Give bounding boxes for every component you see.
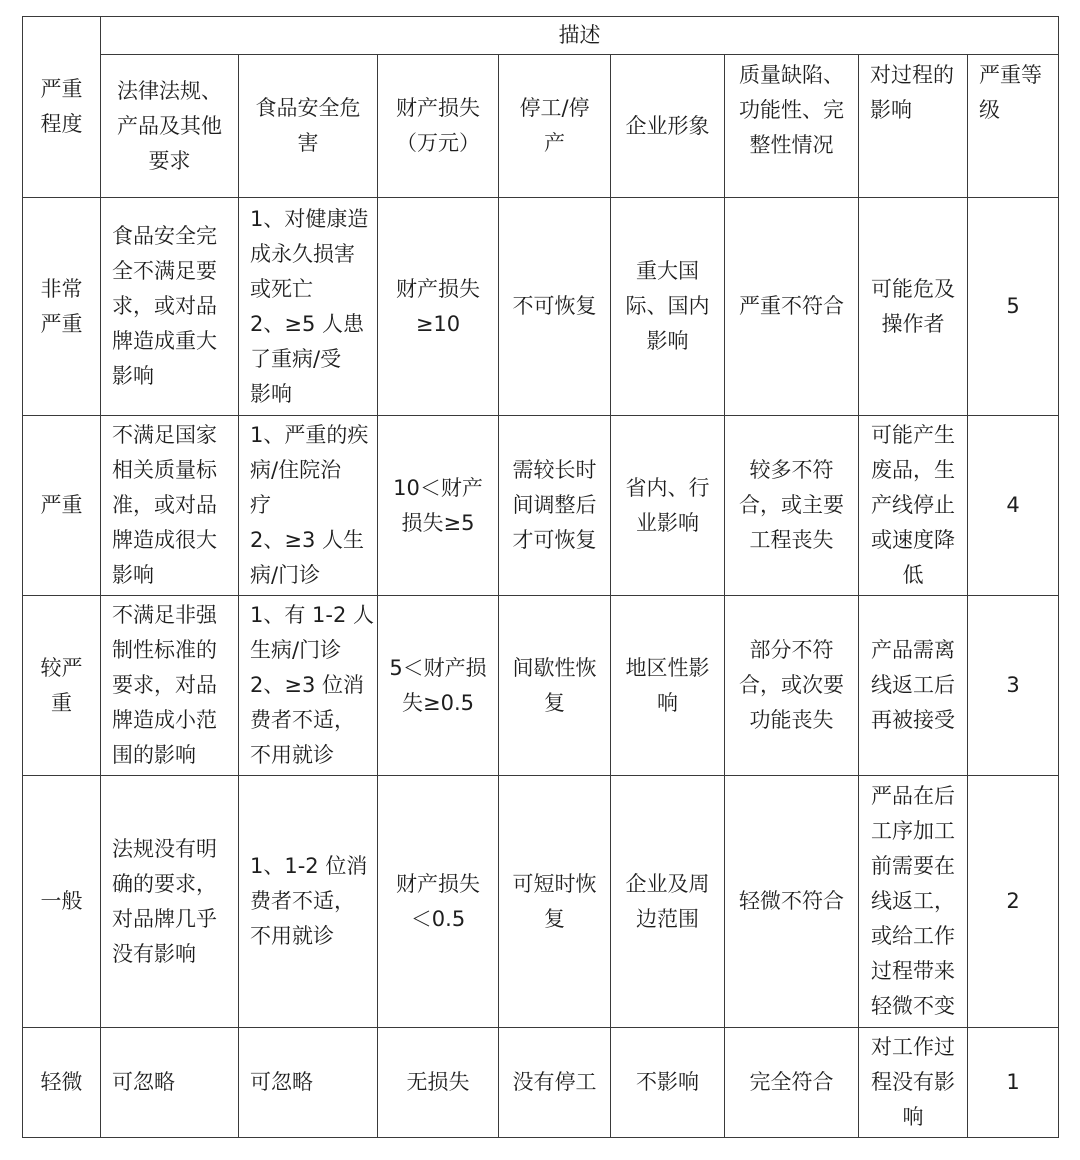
property-loss-cell: 5＜财产损 失≥0.5: [378, 596, 499, 776]
severity-cell: 非常 严重: [23, 198, 101, 416]
severity-level-cell: 3: [968, 596, 1059, 776]
law-requirement-cell: 食品安全完 全不满足要 求，或对品 牌造成重大 影响: [101, 198, 239, 416]
process-impact-cell: 严品在后 工序加工 前需要在 线返工， 或给工作 过程带来 轻微不变: [859, 776, 968, 1028]
header-food-safety: 食品安全危 害: [239, 55, 378, 198]
shutdown-cell: 可短时恢 复: [499, 776, 611, 1028]
header-description: 描述: [101, 17, 1059, 55]
header-severity: 严重 程度: [23, 17, 101, 198]
process-impact-cell: 可能产生 废品，生 产线停止 或速度降 低: [859, 416, 968, 596]
process-impact-cell: 对工作过 程没有影 响: [859, 1028, 968, 1138]
table-row: [23, 198, 1059, 416]
severity-cell: 一般: [23, 776, 101, 1028]
corporate-image-cell: 省内、行 业影响: [611, 416, 725, 596]
header-row-columns: [23, 55, 1059, 198]
header-quality-defect: 质量缺陷、 功能性、完 整性情况: [725, 55, 859, 198]
header-shutdown: 停工/停 产: [499, 55, 611, 198]
food-safety-cell: 可忽略: [239, 1028, 378, 1138]
corporate-image-cell: 不影响: [611, 1028, 725, 1138]
property-loss-cell: 10＜财产 损失≥5: [378, 416, 499, 596]
quality-defect-cell: 严重不符合: [725, 198, 859, 416]
severity-level-cell: 4: [968, 416, 1059, 596]
law-requirement-cell: 不满足国家 相关质量标 准，或对品 牌造成很大 影响: [101, 416, 239, 596]
quality-defect-cell: 完全符合: [725, 1028, 859, 1138]
food-safety-cell: 1、有 1-2 人 生病/门诊 2、≥3 位消 费者不适， 不用就诊: [239, 596, 378, 776]
quality-defect-cell: 部分不符 合，或次要 功能丧失: [725, 596, 859, 776]
severity-level-cell: 1: [968, 1028, 1059, 1138]
law-requirement-cell: 法规没有明 确的要求， 对品牌几乎 没有影响: [101, 776, 239, 1028]
severity-table: [22, 16, 1059, 1138]
quality-defect-cell: 较多不符 合，或主要 工程丧失: [725, 416, 859, 596]
quality-defect-cell: 轻微不符合: [725, 776, 859, 1028]
header-process-impact: 对过程的 影响: [859, 55, 968, 198]
property-loss-cell: 无损失: [378, 1028, 499, 1138]
table-row: [23, 776, 1059, 1028]
corporate-image-cell: 重大国 际、国内 影响: [611, 198, 725, 416]
header-property-loss: 财产损失 （万元）: [378, 55, 499, 198]
food-safety-cell: 1、对健康造 成永久损害 或死亡 2、≥5 人患 了重病/受 影响: [239, 198, 378, 416]
severity-cell: 轻微: [23, 1028, 101, 1138]
table-row: [23, 1028, 1059, 1138]
shutdown-cell: 没有停工: [499, 1028, 611, 1138]
corporate-image-cell: 地区性影 响: [611, 596, 725, 776]
food-safety-cell: 1、1-2 位消 费者不适， 不用就诊: [239, 776, 378, 1028]
shutdown-cell: 需较长时 间调整后 才可恢复: [499, 416, 611, 596]
corporate-image-cell: 企业及周 边范围: [611, 776, 725, 1028]
law-requirement-cell: 可忽略: [101, 1028, 239, 1138]
shutdown-cell: 间歇性恢 复: [499, 596, 611, 776]
property-loss-cell: 财产损失 ≥10: [378, 198, 499, 416]
process-impact-cell: 产品需离 线返工后 再被接受: [859, 596, 968, 776]
table-row: [23, 416, 1059, 596]
header-row-description: [23, 17, 1059, 55]
header-corporate-image: 企业形象: [611, 55, 725, 198]
severity-level-cell: 2: [968, 776, 1059, 1028]
process-impact-cell: 可能危及 操作者: [859, 198, 968, 416]
severity-level-cell: 5: [968, 198, 1059, 416]
shutdown-cell: 不可恢复: [499, 198, 611, 416]
header-severity-level: 严重等 级: [968, 55, 1059, 198]
food-safety-cell: 1、严重的疾 病/住院治 疗 2、≥3 人生 病/门诊: [239, 416, 378, 596]
header-law-requirement: 法律法规、 产品及其他 要求: [101, 55, 239, 198]
severity-cell: 严重: [23, 416, 101, 596]
table-row: [23, 596, 1059, 776]
severity-cell: 较严 重: [23, 596, 101, 776]
law-requirement-cell: 不满足非强 制性标准的 要求，对品 牌造成小范 围的影响: [101, 596, 239, 776]
property-loss-cell: 财产损失 ＜0.5: [378, 776, 499, 1028]
